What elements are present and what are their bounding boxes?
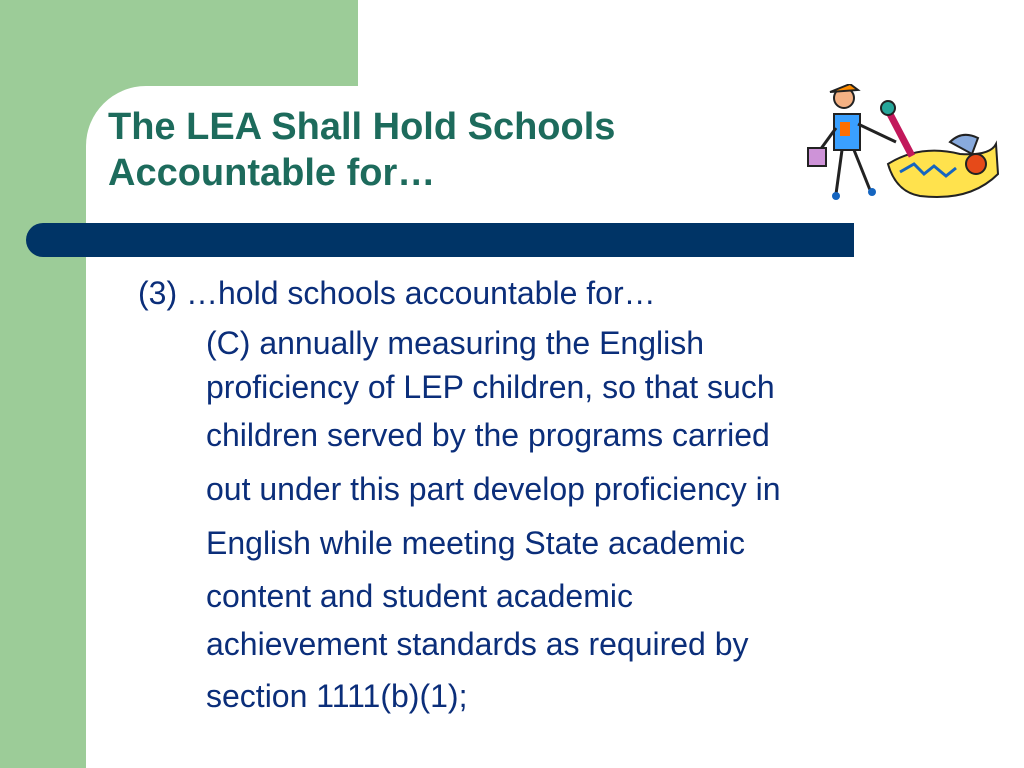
top-green-band — [86, 0, 358, 86]
bullet-3c-line: out under this part develop proficiency in — [206, 471, 781, 507]
title-divider-bar — [26, 223, 854, 257]
bullet-3c-line: content and student academic — [206, 578, 633, 614]
student-painting-clipart-icon — [800, 84, 1004, 206]
slide-content — [138, 266, 938, 726]
bullet-3c-line: English while meeting State academic — [206, 525, 745, 561]
left-green-band — [0, 0, 86, 768]
bullet-3: (3) …hold schools accountable for… — [138, 275, 656, 311]
bullet-3c-line: proficiency of LEP children, so that such — [206, 369, 775, 405]
slide-title: The LEA Shall Hold Schools Accountable for… — [108, 106, 616, 194]
bullet-3c-line: (C) annually measuring the English — [206, 325, 705, 361]
bullet-3c-line: achievement standards as required by — [206, 626, 749, 662]
bullet-3c-text — [138, 320, 938, 726]
bullet-3c-line: children served by the programs carried — [206, 417, 770, 453]
bullet-3c-line: section 1111(b)(1); — [206, 678, 468, 714]
